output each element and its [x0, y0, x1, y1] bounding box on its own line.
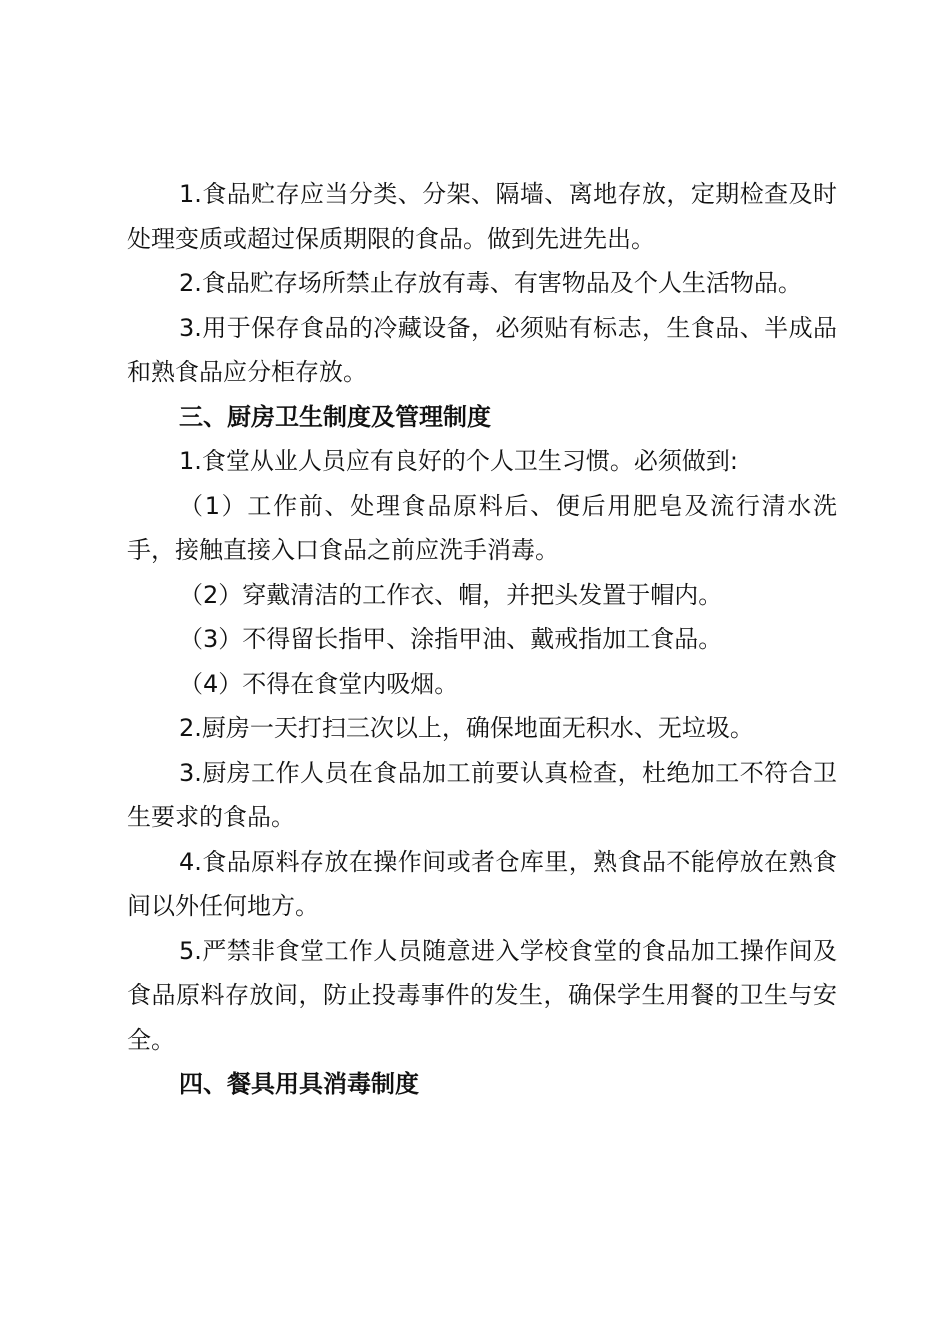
paragraph-personal-hygiene: 1.食堂从业人员应有良好的个人卫生习惯。必须做到: [179, 447, 738, 475]
paragraph-cleaning: 2.厨房一天打扫三次以上，确保地面无积水、无垃圾。 [179, 714, 754, 742]
paragraph-nails: （3）不得留长指甲、涂指甲油、戴戒指加工食品。 [179, 625, 723, 653]
section-heading-tableware-disinfection: 四、餐具用具消毒制度 [179, 1070, 419, 1098]
document-body [127, 172, 837, 1107]
section-heading-kitchen-hygiene: 三、厨房卫生制度及管理制度 [179, 402, 491, 431]
paragraph-access-control: 5.严禁非食堂工作人员随意进入学校食堂的食品加工操作间及食品原料存放间，防止投毒事件的发生，确保学生用餐的卫生与安全。 [127, 936, 837, 1054]
paragraph-inspection: 3.厨房工作人员在食品加工前要认真检查，杜绝加工不符合卫生要求的食品。 [127, 758, 837, 831]
paragraph-storage-classification: 1.食品贮存应当分类、分架、隔墙、离地存放，定期检查及时处理变质或超过保质期限的食品。做到先进先出。 [127, 180, 837, 253]
paragraph-storage-prohibition: 2.食品贮存场所禁止存放有毒、有害物品及个人生活物品。 [179, 269, 802, 297]
paragraph-handwashing: （1）工作前、处理食品原料后、便后用肥皂及流行清水洗手，接触直接入口食品之前应洗手消毒。 [127, 491, 837, 564]
paragraph-no-smoking: （4）不得在食堂内吸烟。 [179, 669, 459, 698]
paragraph-work-clothes: （2）穿戴清洁的工作衣、帽，并把头发置于帽内。 [179, 580, 723, 609]
paragraph-material-storage: 4.食品原料存放在操作间或者仓库里，熟食品不能停放在熟食间以外任何地方。 [127, 847, 837, 920]
paragraph-refrigeration: 3.用于保存食品的冷藏设备，必须贴有标志，生食品、半成品和熟食品应分柜存放。 [127, 313, 837, 386]
